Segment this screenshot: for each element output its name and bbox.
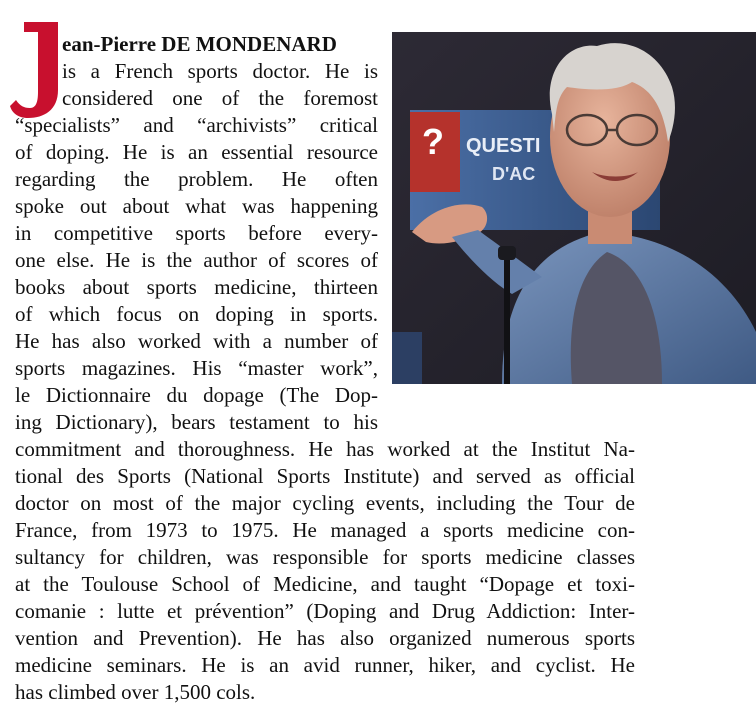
body-line-16: tional des Sports (National Sports Institute) and served as official [15, 464, 635, 488]
body-line-11: He has also worked with a number of [15, 329, 378, 353]
drop-cap-j [10, 22, 58, 118]
body-line-2: considered one of the foremost [62, 86, 378, 110]
microphone-stand-icon [504, 254, 510, 384]
body-line-9: books about sports medicine, thirteen [15, 275, 378, 299]
body-line-13: le Dictionnaire du dopage (The Dop- [15, 383, 378, 407]
portrait-photo [392, 32, 756, 384]
portrait-illustration [392, 32, 756, 384]
body-line-5: regarding the problem. He often [15, 167, 378, 191]
body-line-20: at the Toulouse School of Medicine, and taught “Dopage et toxi- [15, 572, 635, 596]
body-line-18: France, from 1973 to 1975. He managed a sports medicine con- [15, 518, 635, 542]
body-line-1: is a French sports doctor. He is [62, 59, 378, 83]
body-line-17: doctor on most of the major cycling events, including the Tour de [15, 491, 635, 515]
body-line-12: sports magazines. His “master work”, [15, 356, 378, 380]
body-line-22: vention and Prevention). He has also organized numerous sports [15, 626, 635, 650]
body-line-6: spoke out about what was happening [15, 194, 378, 218]
body-line-4: of doping. He is an essential resource [15, 140, 378, 164]
body-line-3: “specialists” and “archivists” critical [15, 113, 378, 137]
body-line-24: has climbed over 1,500 cols. [15, 680, 256, 704]
microphone-icon [498, 246, 516, 260]
body-line-19: sultancy for children, was responsible for sports medicine classes [15, 545, 635, 569]
backdrop-text-2: D'AC [492, 164, 536, 184]
person-name: ean-Pierre DE MONDENARD [62, 32, 337, 56]
body-line-10: of which focus on doping in sports. [15, 302, 378, 326]
body-line-7: in competitive sports before every- [15, 221, 378, 245]
body-line-21: comanie : lutte et prévention” (Doping and Drug Addiction: Inter- [15, 599, 635, 623]
backdrop-question-mark: ? [422, 121, 444, 162]
backdrop-text-1: QUESTI [466, 135, 541, 157]
body-line-23: medicine seminars. He is an avid runner, hiker, and cyclist. He [15, 653, 635, 677]
body-line-8: one else. He is the author of scores of [15, 248, 378, 272]
body-line-15: commitment and thoroughness. He has worked at the Institut Na- [15, 437, 635, 461]
body-line-14: ing Dictionary), bears testament to his [15, 410, 378, 434]
